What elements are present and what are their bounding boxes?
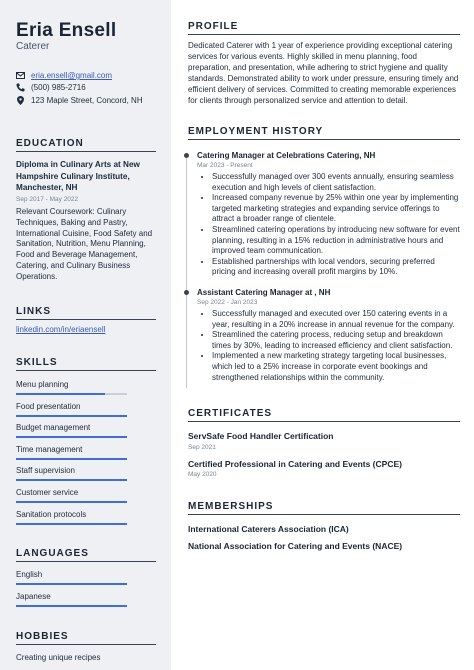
job-dates: Sep 2022 - Jan 2023 — [197, 299, 258, 306]
job-bullet: • Streamlined the catering process, reducing setup and breakdown times by 30%, leading to increased efficiency and client satisfaction. — [212, 330, 460, 351]
job-bullet: • Established partnerships with local vendors, securing preferred pricing and increasing overall profit margins by 10%. — [212, 257, 460, 278]
skill-level-bar — [16, 436, 127, 438]
memberships-heading: MEMBERSHIPS — [188, 501, 274, 512]
skill-level-track — [16, 415, 127, 417]
contact-address — [16, 96, 143, 105]
hobby-item: Creating unique recipes — [16, 653, 101, 662]
skill-level-bar — [16, 523, 127, 525]
education-divider — [16, 151, 156, 152]
skill-label: English — [16, 570, 43, 579]
location-pin-icon — [16, 96, 25, 105]
skill-item — [16, 592, 156, 601]
candidate-role: Caterer — [16, 41, 50, 52]
skill-level-track — [16, 393, 127, 395]
certificates-heading: CERTIFICATES — [188, 408, 273, 419]
skill-level-bar — [16, 458, 127, 460]
linkedin-link[interactable]: linkedin.com/in/eriaensell — [16, 325, 106, 334]
memberships-divider — [188, 514, 460, 515]
skill-level-bar — [16, 479, 127, 481]
links-divider — [16, 319, 156, 320]
profile-summary: Dedicated Caterer with 1 year of experience providing exceptional catering services for various events. Highly skilled in menu planning, food preparation, and presentation, while adhering to strict hygiene and quality standards. Demonstrated ability to work under pressure, ensuring timely and efficient delivery of services. Committed to creating memorable experiences for clients through personalized service and attention to detail. — [188, 41, 459, 105]
job-bullets — [203, 172, 460, 278]
certificate-title: ServSafe Food Handler Certification — [188, 431, 334, 441]
skill-item — [16, 423, 156, 432]
skill-label: Budget management — [16, 423, 91, 433]
job-bullet: • Increased company revenue by 25% within one year by implementing targeted marketing strategies and expanding service offerings to attract a broader range of clientele. — [212, 193, 460, 225]
phone-icon — [16, 83, 25, 92]
job-title: Assistant Catering Manager at , NH — [197, 288, 331, 297]
skill-item — [16, 402, 156, 411]
education-dates: Sep 2017 - May 2022 — [16, 196, 79, 203]
skills-divider — [16, 370, 156, 371]
skill-label: Menu planning — [16, 380, 69, 389]
skill-item — [16, 380, 156, 389]
certificates-divider — [188, 421, 460, 422]
timeline-dot — [184, 290, 189, 295]
skill-item — [16, 466, 156, 475]
skill-label: Customer service — [16, 488, 79, 497]
job-dates: Mar 2023 - Present — [197, 162, 253, 169]
skill-level-track — [16, 436, 127, 438]
skill-label: Time management — [16, 444, 83, 454]
skill-level-bar — [16, 415, 127, 417]
languages-heading: LANGUAGES — [16, 548, 89, 559]
address-text: 123 Maple Street, Concord, NH — [31, 96, 143, 105]
contact-email — [16, 71, 112, 80]
certificate-date: Sep 2021 — [188, 444, 216, 451]
job-bullet: • Successfully managed and executed over 150 catering events in a year, resulting in a 20% increase in annual revenue for the company. — [212, 309, 460, 330]
job-title: Catering Manager at Celebrations Catering, NH — [197, 151, 376, 160]
skill-level-bar — [16, 605, 127, 607]
timeline-dot — [184, 153, 189, 158]
skill-level-track — [16, 583, 127, 585]
skill-level-track — [16, 523, 127, 525]
skill-label: Sanitation protocols — [16, 509, 87, 519]
skill-level-bar — [16, 583, 127, 585]
skills-heading: SKILLS — [16, 357, 58, 368]
education-heading: EDUCATION — [16, 138, 84, 149]
contact-phone — [16, 83, 86, 92]
employment-heading: EMPLOYMENT HISTORY — [188, 126, 324, 137]
job-bullet: • Successfully managed over 300 events annually, ensuring seamless execution and high levels of client satisfaction. — [212, 172, 460, 193]
skill-label: Food presentation — [16, 401, 81, 411]
education-degree: Diploma in Culinary Arts at New Hampshire Culinary Institute, Manchester, NH — [16, 160, 140, 192]
skill-level-bar — [16, 501, 127, 503]
profile-divider — [188, 34, 460, 35]
envelope-icon — [16, 71, 25, 80]
employment-divider — [188, 139, 460, 140]
skill-label: Japanese — [16, 591, 51, 601]
education-coursework: Relevant Coursework: Culinary Techniques, Baking and Pastry, International Cuisine, Food Safety and Sanitation, Nutrition, Menu Planning, Food and Beverage Management, Catering, and Culinary Business Operations. — [16, 207, 153, 281]
job-bullets — [203, 309, 460, 383]
hobbies-heading: HOBBIES — [16, 631, 69, 642]
profile-heading: PROFILE — [188, 21, 239, 32]
email-link[interactable]: eria.ensell@gmail.com — [31, 71, 113, 80]
skill-level-track — [16, 501, 127, 503]
skill-level-track — [16, 605, 127, 607]
timeline-line — [186, 156, 187, 388]
hobbies-divider — [16, 644, 156, 645]
certificate-title: Certified Professional in Catering and Events (CPCE) — [188, 459, 402, 469]
skill-level-track — [16, 458, 127, 460]
phone-number: (500) 985-2716 — [31, 83, 86, 92]
skill-level-bar — [16, 393, 105, 395]
languages-divider — [16, 561, 156, 562]
membership-item: National Association for Catering and Events (NACE) — [188, 541, 403, 551]
job-bullet: • Implemented a new marketing strategy targeting local businesses, which led to a 25% increase in corporate event bookings and strengthened relationships within the community. — [212, 351, 460, 383]
membership-item: International Caterers Association (ICA) — [188, 524, 349, 534]
skill-item — [16, 570, 156, 579]
certificate-date: May 2020 — [188, 471, 217, 478]
skill-level-track — [16, 479, 127, 481]
skill-item — [16, 445, 156, 454]
skill-item — [16, 488, 156, 497]
links-heading: LINKS — [16, 306, 51, 317]
skill-item — [16, 510, 156, 519]
candidate-name: Eria Ensell — [16, 20, 117, 41]
skill-label: Staff supervision — [16, 466, 75, 476]
job-bullet: • Streamlined catering operations by introducing new software for event planning, resulting in a 15% reduction in administrative hours and improved team communication. — [212, 225, 460, 257]
